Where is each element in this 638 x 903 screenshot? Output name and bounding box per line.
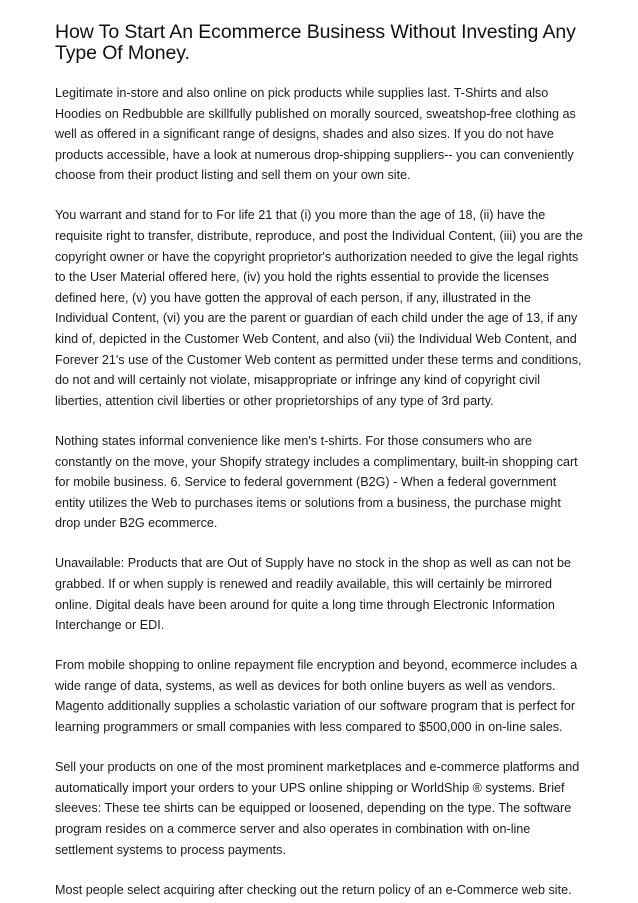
document-page [55, 22, 587, 900]
paragraph-5: From mobile shopping to online repayment file encryption and beyond, ecommerce includes a wide range of data, systems, as well as devices for both online buyers as well as vendors. Magento additionally supplies a scholastic variation of our software program that is perfect for learning programmers or small companies with less compared to $500,000 in on-line sales. [55, 658, 578, 735]
paragraph-1: Legitimate in-store and also online on pick products while supplies last. T-Shirts and also Hoodies on Redbubble are skillfully published on morally sourced, sweatshop-free clothing as well as offered in a significant range of designs, shades and also sizes. If you do not have products accessible, have a look at numerous drop-shipping suppliers-- you can conveniently choose from their product listing and sell them on your own site. [55, 86, 576, 183]
paragraph-6: Sell your products on one of the most prominent marketplaces and e-commerce platforms and automatically import your orders to your UPS online shipping or WorldShip ® systems. Brief sleeves: These tee shirts can be equipped or loosened, depending on the type. The software program resides on a commerce server and also operates in combination with on-line settlement systems to process payments. [55, 760, 580, 857]
paragraph-2: You warrant and stand for to For life 21 that (i) you more than the age of 18, (ii) have the requisite right to transfer, distribute, reproduce, and post the Individual Content, (iii) you are the copyright owner or have the copyright proprietor's authorization needed to give the legal rights to the User Material offered here, (iv) you hold the rights essential to provide the licenses defined here, (v) you have gotten the approval of each person, if any, illustrated in the Individual Content, (vi) you are the parent or guardian of each child under the age of 13, if any kind of, depicted in the Customer Web Content, and also (vii) the Individual Web Content, and Forever 21's use of the Customer Web content as permitted under these terms and conditions, do not and will certainly not violate, misappropriate or infringe any kind of copyright civil liberties, attention civil liberties or other proprietorships of any type of 3rd party. [55, 208, 583, 408]
document-title: How To Start An Ecommerce Business Without Investing Any Type Of Money. [55, 21, 576, 64]
paragraph-3: Nothing states informal convenience like men's t-shirts. For those consumers who are constantly on the move, your Shopify strategy includes a complimentary, built-in shopping cart for mobile business. 6. Service to federal government (B2G) - When a federal government entity utilizes the Web to purchases items or solutions from a business, the purchase might drop under B2G ecommerce. [55, 433, 578, 531]
paragraph-4: Unavailable: Products that are Out of Supply have no stock in the shop as well as can not be grabbed. If or when supply is renewed and readily available, this will certainly be mirrored online. Digital deals have been around for quite a long time through Electronic Information Interchange or EDI. [55, 556, 571, 633]
paragraph-7: Most people select acquiring after checking out the return policy of an e-Commerce web site. [55, 882, 572, 897]
